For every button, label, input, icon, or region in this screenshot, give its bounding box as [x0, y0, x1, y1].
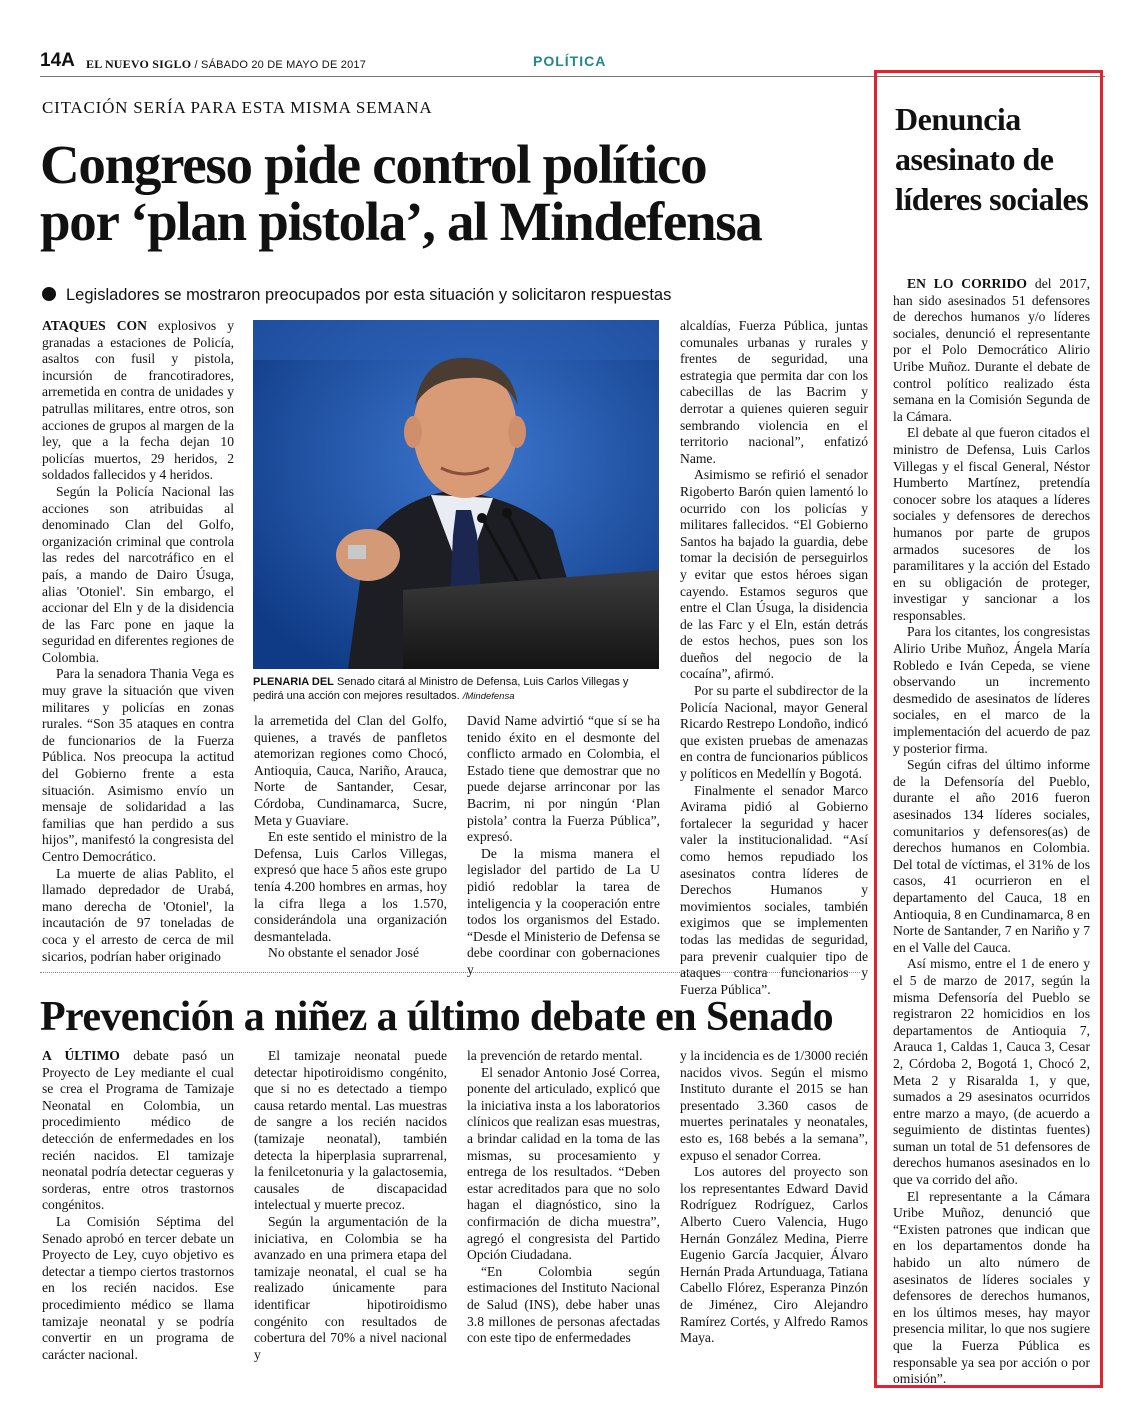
paragraph: El tamizaje neonatal puede detectar hipotiroidismo congénito, que si no es detectado a tiempo causa retardo mental. Las muestras de sangre a los recién nacidos (tamizaje neonatal), también detecta la hiperplasia suprarrenal, la fenilcetonuria y la galactosemia, causales de discapacidad intelectual y muerte precoz. [254, 1048, 447, 1213]
main-headline [40, 136, 860, 250]
paragraph: ATAQUES CON explosivos y granadas a estaciones de Policía, asaltos con fusil y pistola, incursión de francotiradores, arremetida en contra de unidades y patrullas militares, entre otros, son acciones de grupos al margen de la ley, que a la fecha dejan 10 policías muertos, 29 heridos, 2 soldados fallecidos y 4 heridos. [42, 318, 234, 483]
lead-in: ATAQUES CON [42, 318, 147, 333]
caption-text: Senado citará al Ministro de Defensa, Luis Carlos Villegas y pedirá una acción con mejores resultados. [253, 676, 629, 702]
minister-photo [253, 320, 659, 669]
headline-line-2: por ‘plan pistola’, al Mindefensa [40, 191, 762, 252]
paragraph: la arremetida del Clan del Golfo, quienes, a través de panfletos atemorizan regiones como Chocó, Antioquia, Cauca, Nariño, Arauca, Norte de Santander, Cesar, Córdoba, Cundinamarca, Sucre, Meta y Guaviare. [254, 713, 447, 828]
paragraph: Por su parte el subdirector de la Policía Nacional, mayor General Ricardo Restrepo Londoño, indicó que existen pruebas de amenazas en contra de funcionarios públicos y políticos en Medellín y Bogotá. [680, 683, 869, 782]
paragraph: La Comisión Séptima del Senado aprobó en tercer debate un Proyecto de Ley, cuyo objetivo es detectar a tiempo ciertos trastornos en los recién nacidos. Ese procedimiento médico se llama tamizaje neonatal y se podría convertir en un programa de carácter nacional. [42, 1213, 234, 1362]
lead-in: A ÚLTIMO [42, 1048, 120, 1063]
newspaper-name: EL NUEVO SIGLO [86, 57, 192, 71]
publication-date: / SÁBADO 20 DE MAYO DE 2017 [194, 59, 367, 71]
main-column-1 [42, 318, 234, 965]
paragraph: Finalmente el senador Marco Avirama pidió al Gobierno fortalecer la seguridad y hacer valer la institucionalidad. “Así como hemos repudiado los asesinatos contra líderes de Derechos Humanos y movimientos sociales, también exigimos que se implementen todas las medidas de seguridad, para prevenir cualquier tipo de ataques contra funcionarios y Fuerza Pública”. [680, 782, 868, 997]
second-column-4 [680, 1048, 868, 1347]
main-column-3 [467, 713, 660, 979]
main-column-4 [680, 318, 868, 998]
paragraph: alcaldías, Fuerza Pública, juntas comunales urbanas y rurales y frentes de seguridad, una estrategia que permita dar con los cabecillas de las Bacrim y derrotar a quienes quieren seguir sembrando violencia en el territorio nacional”, enfatizó Name. [680, 318, 868, 466]
paragraph: Para los citantes, los congresistas Alirio Uribe Muñoz, Ángela María Robledo e Iván Cepeda, se viene observando un incremento desmedido de asesinatos de líderes sociales, en el marco de la implementación del acuerdo de paz y posterior firma. [893, 624, 1090, 756]
headline-line-1: Congreso pide control político [40, 134, 707, 195]
paragraph: Según la Policía Nacional las acciones son atribuidas al denominado Clan del Golfo, organización criminal que controla las redes del narcotráfico en el país, a mando de Dairo Úsuga, alias 'Otoniel'. Sin embargo, el accionar del Eln y de la disidencia de las Farc pone en jaque la seguridad en diferentes regiones de Colombia. [42, 483, 234, 665]
second-column-1 [42, 1048, 234, 1363]
subheadline [42, 286, 671, 305]
main-column-2 [254, 713, 447, 962]
story-kicker: CITACIÓN SERÍA PARA ESTA MISMA SEMANA [42, 98, 433, 117]
sidebar-title: Denuncia asesinato de líderes sociales [895, 101, 1089, 217]
caption-lead: PLENARIA DEL [253, 676, 334, 688]
second-column-2 [254, 1048, 447, 1363]
paragraph: Según cifras del último informe de la Defensoría del Pueblo, durante el año 2016 fueron asesinados 134 líderes sociales, comunitarios y defensores(as) de derechos humanos en Colombia. Del total de víctimas, el 31% de los casos, 41 ocurrieron en el departamento del Cauca, 18 en Antioquia, 8 en Cundinamarca, 8 en Norte de Santander, 7 en Nariño y 7 en el Valle del Cauca. [893, 757, 1090, 955]
section-label: POLÍTICA [533, 53, 607, 69]
paragraph: Asimismo se refirió el senador Rigoberto Barón quien lamentó lo ocurrido con los policías y militares fallecidos. “El Gobierno Santos ha bajado la guardia, debe tomar la decisión de perseguirlos y evitar que estos héroes sigan cayendo. Estamos seguros que entre el Clan Úsuga, la disidencia de las Farc y el Eln, están detrás de estos hechos, pues son los dueños del negocio de la cocaína”, afirmó. [680, 467, 868, 682]
paragraph: y la incidencia es de 1/3000 recién nacidos vivos. Según el mismo Instituto durante el 2015 se han presentado 3.360 casos de muertes perinatales y neonatales, esto es, 168 bebés a la semana”, expuso el senador Correa. [680, 1048, 868, 1163]
paragraph: David Name advirtió “que sí se ha tenido éxito en el desmonte del conflicto armado en Colombia, el Estado tiene que demostrar que no puede dejarse arrinconar por las Bacrim, ni por ningún ‘Plan pistola’ contra la Fuerza Pública”, expresó. [467, 713, 660, 845]
paragraph: EN LO CORRIDO del 2017, han sido asesinados 51 defensores de derechos humanos y/o líderes sociales, denunció el representante por el Polo Democrático Alirio Uribe Muñoz. Durante el debate de control político realizado ésta semana en la Comisión Segunda de la Cámara. [893, 276, 1090, 424]
paragraph: No obstante el senador José [268, 945, 420, 961]
masthead [86, 57, 366, 72]
paragraph: El senador Antonio José Correa, ponente del articulado, explicó que la iniciativa insta a los laboratorios clínicos que realizan esas muestras, a brindar calidad en la toma de las mismas, su procesamiento y entrega de los resultados. “Deben estar acreditados para que no solo hagan el diagnóstico, sino la confirmación de dicha muestra”, agregó el congresista del Partido Opción Ciudadana. [467, 1064, 660, 1263]
photo-caption [253, 675, 659, 704]
photo-credit: /Mindefensa [462, 691, 515, 702]
paragraph: El representante a la Cámara Uribe Muñoz, denunció que “Existen patrones que indican que en los departamentos donde ha habido un alto número de asesinatos de líderes sociales y defensores de derechos humanos, en los últimos meses, hay mayor presencia militar, lo que nos sugiere que la Fuerza Pública es responsable ya sea por acción o por omisión”. [893, 1188, 1090, 1387]
subheadline-text: Legisladores se mostraron preocupados por esta situación y solicitaron respuestas [66, 286, 672, 304]
paragraph: la prevención de retardo mental. [467, 1048, 643, 1063]
page-number: 14A [40, 50, 75, 71]
bullet-icon [42, 287, 56, 301]
photo-illustration [253, 320, 659, 669]
sidebar-box [874, 70, 1103, 1388]
lead-in: EN LO CORRIDO [907, 276, 1028, 291]
paragraph: Los autores del proyecto son los representantes Edward David Rodríguez Rodríguez, Carlos Alberto Cuero Valencia, Hugo Hernán González Medina, Pierre Eugenio García Jacquier, Álvaro Hernán Prada Artunduaga, Tatiana Cabello Flórez, Esperanza Pinzón de Jiménez, Ciro Alejandro Ramírez Cortés, y Alfredo Ramos Maya. [680, 1164, 868, 1346]
second-headline: Prevención a niñez a último debate en Senado [40, 994, 833, 1040]
sidebar-body [893, 276, 1090, 1388]
paragraph: En este sentido el ministro de la Defensa, Luis Carlos Villegas, expresó que hace 5 años este grupo tenía 4.200 hombres en armas, hoy la cifra llega a los 1.570, considerándola una organización desmantelada. [254, 829, 447, 944]
paragraph: El debate al que fueron citados el ministro de Defensa, Luis Carlos Villegas y el fiscal General, Néstor Humberto Martínez, pretendía conocer sobre los ataques a líderes sociales y defensores de derechos humanos por parte de grupos armados sucesores de los paramilitares y la acción del Estado en su obligación de proteger, investigar y sancionar a los responsables. [893, 425, 1090, 623]
paragraph: A ÚLTIMO debate pasó un Proyecto de Ley mediante el cual se crea el Programa de Tamizaje Neonatal en Colombia, un procedimiento médico de detección de enfermedades en los recién nacidos. El tamizaje neonatal podría detectar cegueras y sorderas, entre otros trastornos congénitos. [42, 1048, 234, 1213]
paragraph: “En Colombia según estimaciones del Instituto Nacional de Salud (INS), debe haber unas 3.8 millones de personas afectadas con este tipo de enfermedades [467, 1263, 660, 1346]
second-column-3 [467, 1048, 660, 1347]
paragraph: Según la argumentación de la iniciativa, en Colombia se ha avanzado en una primera etapa del tamizaje neonatal, el cual se ha realizado únicamente para identificar hipotiroidismo congénito con resultados de cobertura del 70% a nivel nacional y [254, 1213, 447, 1362]
paragraph: Para la senadora Thania Vega es muy grave la situación que viven militares y policías en zonas rurales. “Son 35 ataques en contra de funcionarios de la Fuerza Pública. Nos preocupa la actitud del Gobierno frente a esta situación. Asimismo envío un mensaje de solidaridad a las familias que han perdido a sus hijos”, manifestó la congresista del Centro Democrático. [42, 666, 234, 864]
story-divider [40, 972, 860, 973]
paragraph: De la misma manera el legislador del partido de La U pidió redoblar la tarea de inteligencia y la cooperación entre todos los organismos del Estado. “Desde el Ministerio de Defensa se debe coordinar con gobernaciones y [467, 845, 660, 977]
paragraph: La muerte de alias Pablito, el llamado depredador de Urabá, mano derecha de 'Otoniel', la incautación de 97 toneladas de coca y el arresto de cerca de mil sicarios, podrían haber originado [42, 865, 234, 964]
paragraph: Así mismo, entre el 1 de enero y el 5 de marzo de 2017, según la misma Defensoría del Pueblo se registraron 22 homicidios en los departamentos de Antioquia 7, Arauca 1, Caldas 1, Cauca 3, Cesar 2, Córdoba 2, Bogotá 1, Chocó 2, Meta 2 y Risaralda 1, y que, sumados a 29 asesinatos ocurridos entre marzo a mayo, (de acuerdo a seguimiento de distintas fuentes) suman un total de 51 defensores de derechos humanos asesinados en lo que va corrido del año. [893, 956, 1090, 1188]
